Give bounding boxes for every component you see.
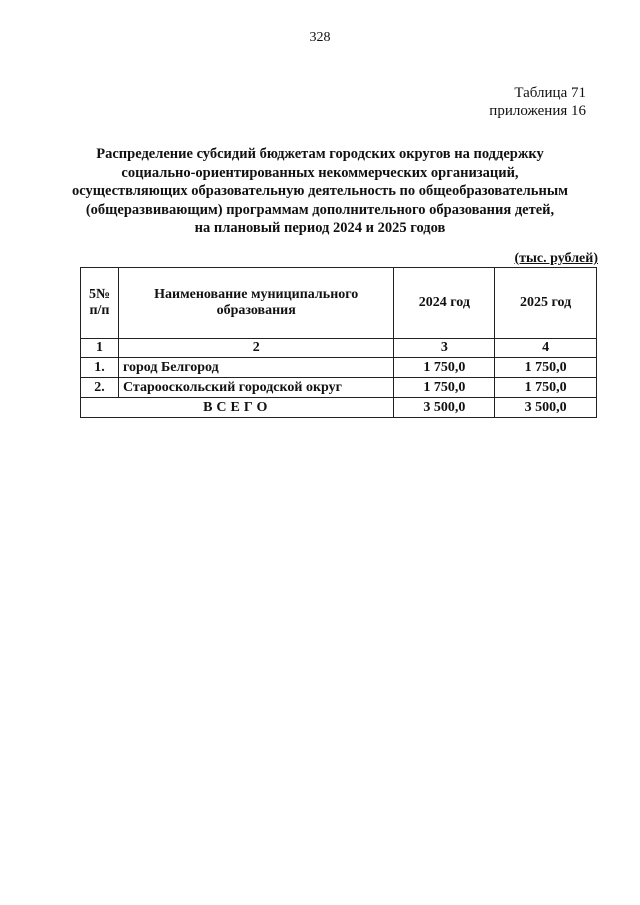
header-name: Наименование муниципального образования — [118, 268, 393, 339]
table-ref-line-1: Таблица 71 — [514, 85, 586, 101]
row-2024-value: 1 750,0 — [394, 378, 495, 398]
row-num: 2. — [81, 378, 119, 398]
column-number: 2 — [118, 339, 393, 358]
total-label: ВСЕГО — [81, 398, 394, 418]
title-line-2: социально-ориентированных некоммерческих организаций, — [121, 164, 519, 181]
row-2025-value: 1 750,0 — [495, 378, 597, 398]
page-number: 328 — [309, 30, 331, 45]
header-2024: 2024 год — [394, 268, 495, 339]
title-line-5: на плановый период 2024 и 2025 годов — [194, 220, 446, 236]
header-2025: 2025 год — [495, 268, 597, 339]
row-2025-value: 1 750,0 — [495, 358, 597, 378]
row-name: Старооскольский городской округ — [118, 378, 393, 398]
column-number: 4 — [495, 339, 597, 358]
table-row — [81, 378, 597, 398]
table-row — [81, 358, 597, 378]
table-reference — [489, 84, 586, 120]
total-row — [81, 398, 597, 418]
table-ref-line-2: приложения 16 — [489, 103, 586, 119]
unit-label: (тыс. рублей) — [514, 251, 598, 266]
header-num: 5№ п/п — [81, 268, 119, 339]
row-num: 1. — [81, 358, 119, 378]
column-number-row — [81, 339, 597, 358]
document-title — [60, 145, 580, 238]
title-line-1: Распределение субсидий бюджетам городских округов на поддержку — [96, 146, 544, 162]
row-name: город Белгород — [118, 358, 393, 378]
total-2025-value: 3 500,0 — [495, 398, 597, 418]
column-number: 1 — [81, 339, 119, 358]
total-2024-value: 3 500,0 — [394, 398, 495, 418]
row-2024-value: 1 750,0 — [394, 358, 495, 378]
table-header-row — [81, 268, 597, 339]
subsidy-table — [80, 267, 597, 418]
title-line-3: осуществляющих образовательную деятельность по общеобразовательным — [71, 183, 569, 199]
column-number: 3 — [394, 339, 495, 358]
title-line-4: (общеразвивающим) программам дополнительного образования детей, — [85, 201, 555, 218]
